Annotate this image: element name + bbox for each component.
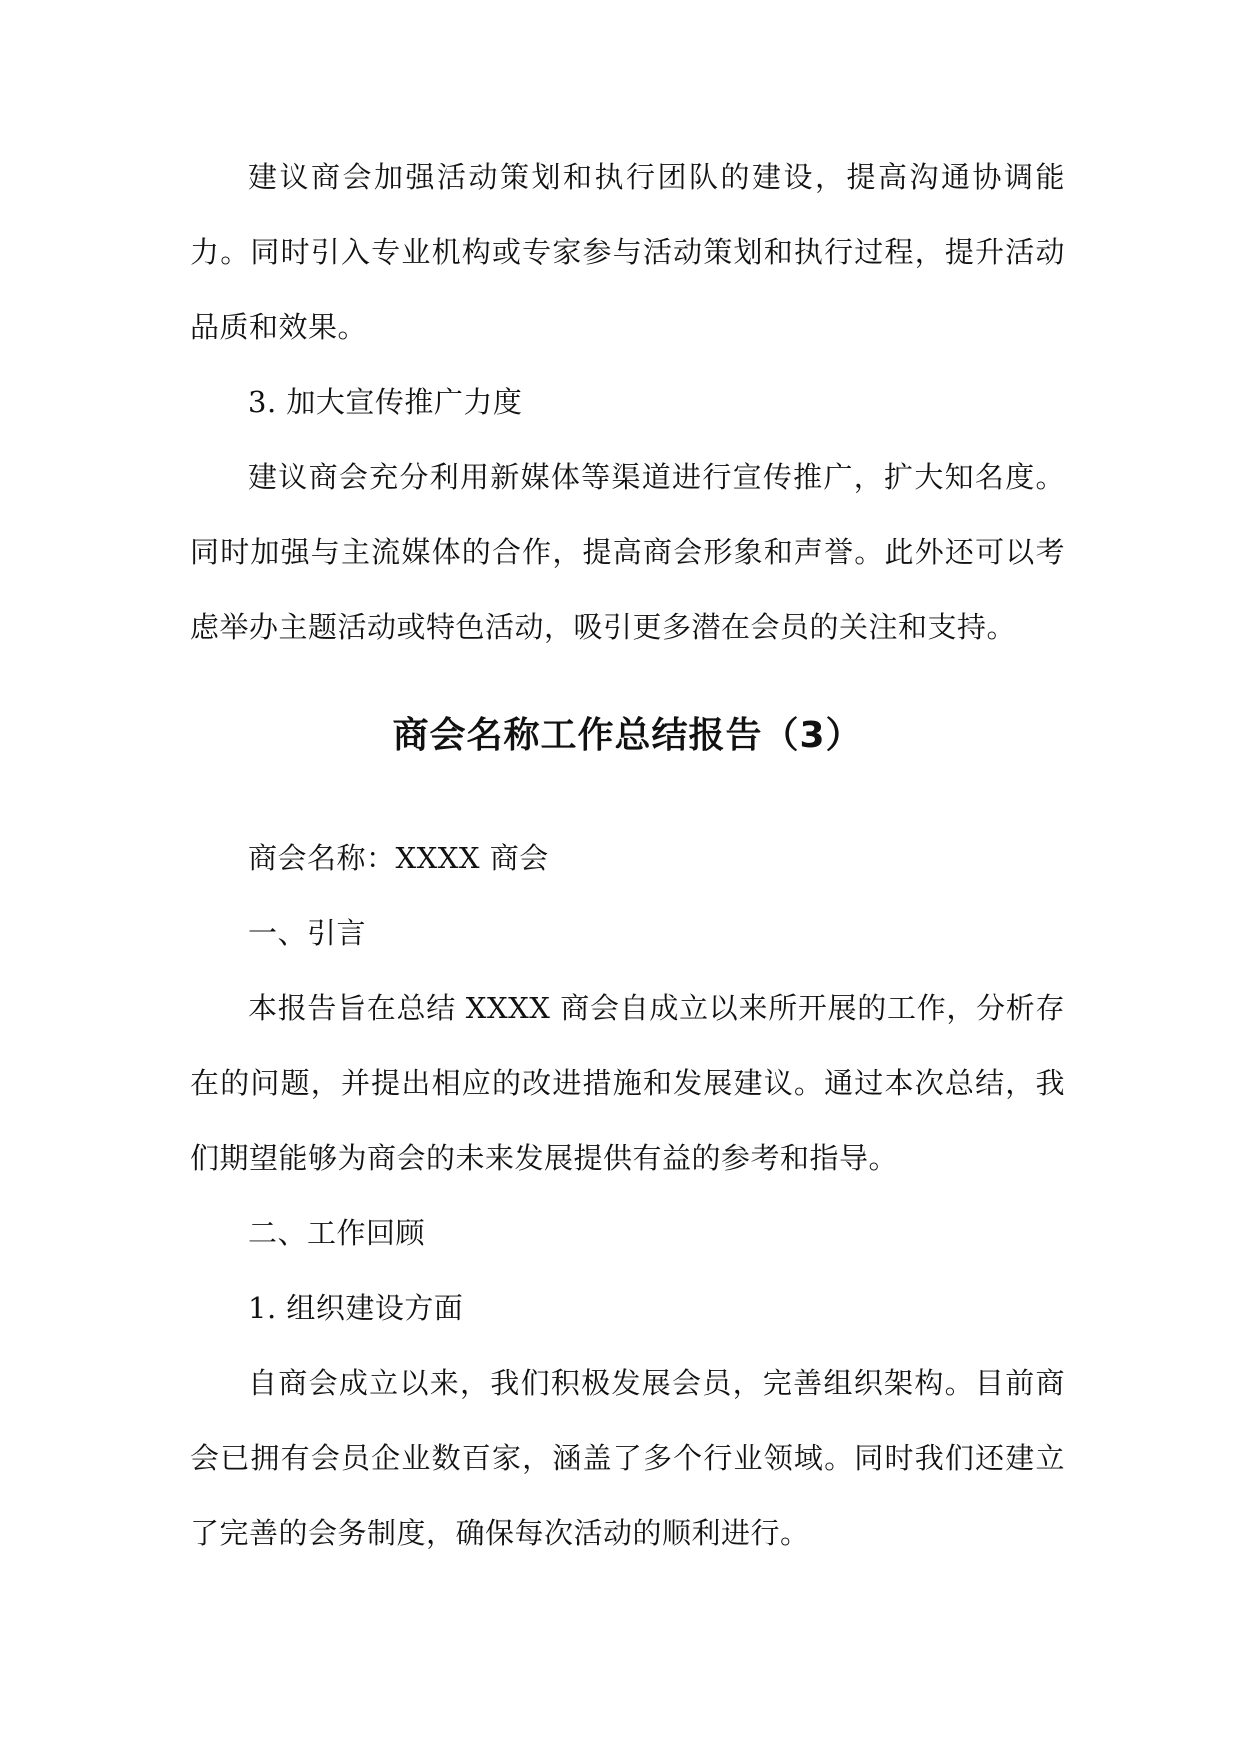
heading-organization: 1. 组织建设方面: [248, 1291, 464, 1325]
document-title: 商会名称工作总结报告（3）: [392, 715, 863, 756]
chamber-name-line: 商会名称：XXXX 商会: [248, 841, 549, 875]
paragraph-organization: 自商会成立以来，我们积极发展会员，完善组织架构。目前商会已拥有会员企业数百家，涵盖了多个行业领域。同时我们还建立了完善的会务制度，确保每次活动的顺利进行。: [190, 1366, 1065, 1550]
paragraph-activity-team: 建议商会加强活动策划和执行团队的建设，提高沟通协调能力。同时引入专业机构或专家参与活动策划和执行过程，提升活动品质和效果。: [190, 160, 1065, 344]
document-body: [190, 140, 1065, 1571]
heading-introduction: 一、引言: [248, 916, 367, 950]
paragraph-introduction: 本报告旨在总结 XXXX 商会自成立以来所开展的工作，分析存在的问题，并提出相应的改进措施和发展建议。通过本次总结，我们期望能够为商会的未来发展提供有益的参考和指导。: [190, 991, 1065, 1175]
heading-promotion: 3. 加大宣传推广力度: [248, 385, 523, 419]
heading-work-review: 二、工作回顾: [248, 1216, 426, 1250]
paragraph-promotion: 建议商会充分利用新媒体等渠道进行宣传推广，扩大知名度。同时加强与主流媒体的合作，提高商会形象和声誉。此外还可以考虑举办主题活动或特色活动，吸引更多潜在会员的关注和支持。: [190, 460, 1065, 644]
